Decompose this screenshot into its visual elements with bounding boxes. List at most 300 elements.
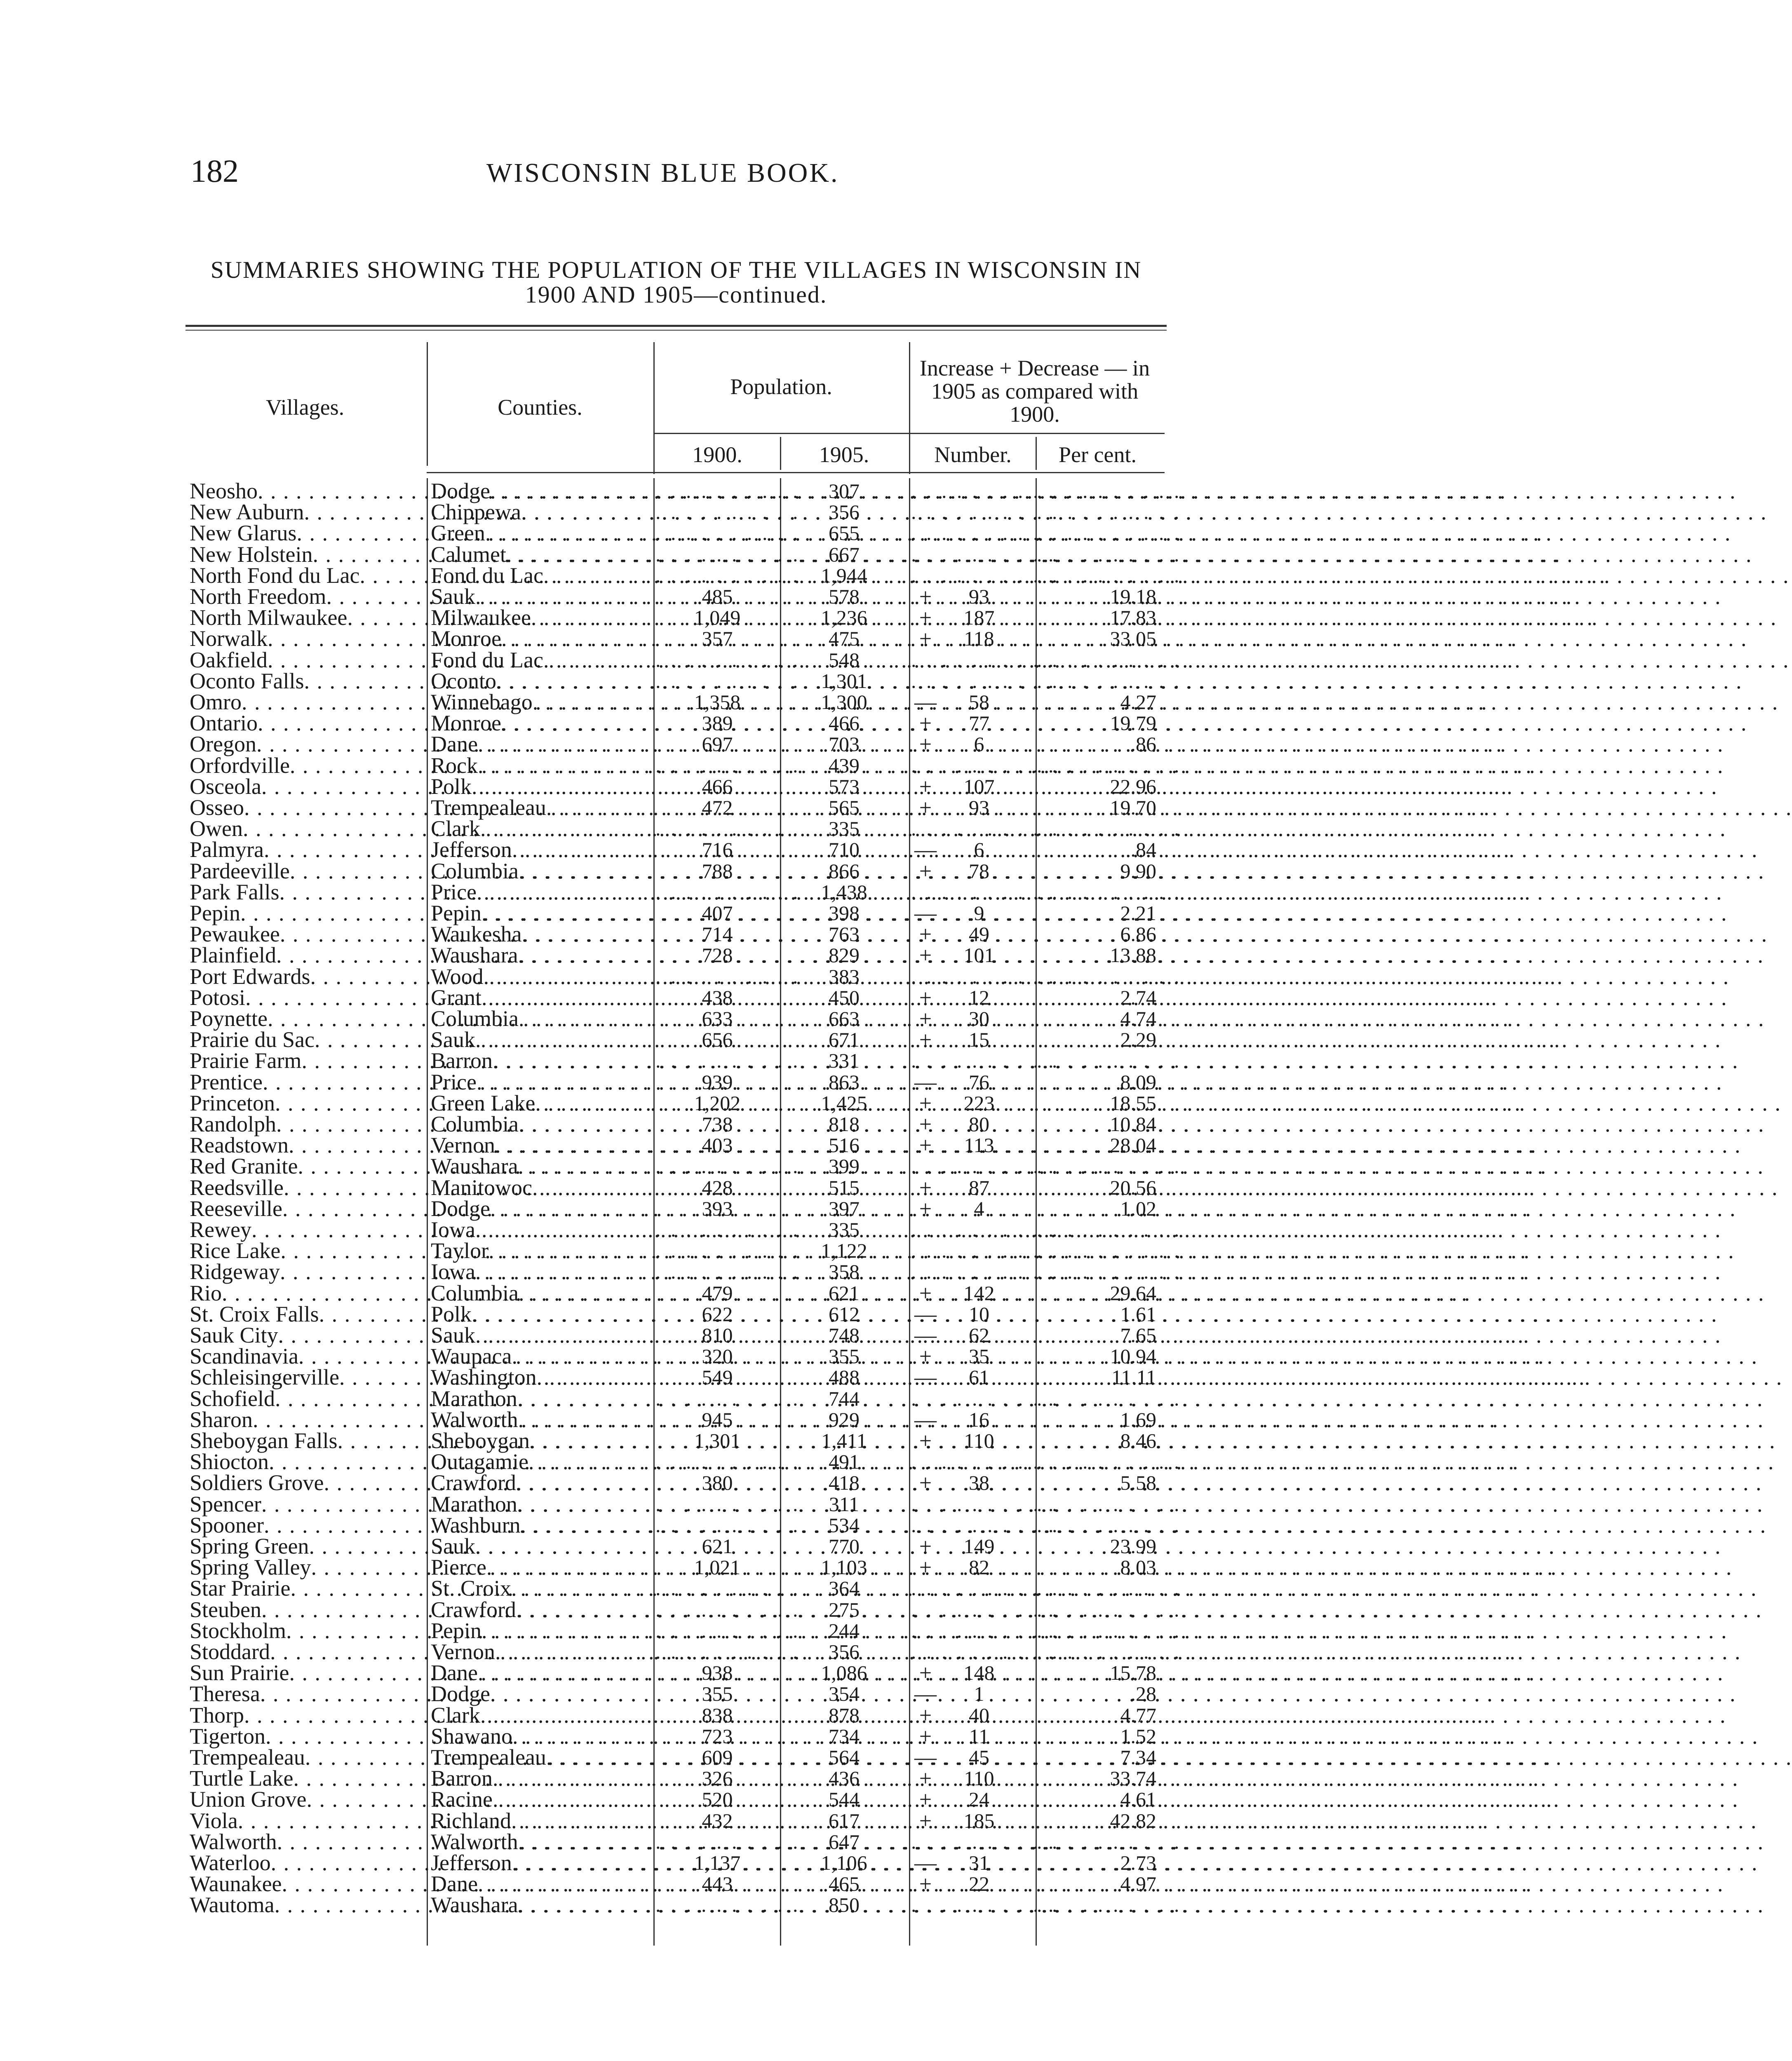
change-number: + 149 (911, 1536, 1035, 1557)
county-name: Wood . . . (431, 966, 649, 987)
village-name: Soldiers Grove . . . (190, 1472, 427, 1493)
change-number: + 148 (911, 1662, 1035, 1683)
population-1900: 549 (702, 1366, 733, 1389)
population-1900: 939 (702, 1070, 733, 1094)
table-row (186, 1325, 1167, 1346)
population-1900: 621 (702, 1535, 733, 1558)
village-name: Sheboygan Falls . . . (190, 1430, 427, 1451)
population-1900: . . . . . . . . . . (655, 1830, 801, 1853)
change-sign: — (914, 1365, 937, 1390)
table-row (186, 1702, 1167, 1728)
village-name: Readstown . . . (190, 1135, 427, 1156)
county-name: Marathon . . . (431, 1494, 649, 1515)
change-sign: + (919, 858, 932, 883)
change-sign: + (919, 1787, 932, 1812)
village-name: Thorp . . . (190, 1705, 427, 1726)
population-1900: 407 (702, 901, 733, 925)
table-row (186, 1852, 1167, 1873)
population-1905: 436 (829, 1767, 860, 1790)
change-sign: + (919, 774, 932, 799)
village-name: Port Edwards . . . (190, 966, 427, 987)
change-number: . . . . . . . . . . (911, 1893, 1056, 1917)
change-number: . . . . . . . . . . (911, 1492, 1056, 1516)
population-1905: 1,086 (821, 1661, 867, 1685)
change-number: + 22 (911, 1873, 1035, 1894)
population-1900: 479 (702, 1281, 733, 1305)
population-1905: 663 (829, 1007, 860, 1030)
population-1905: 548 (829, 648, 860, 671)
change-number: . . . . . . . . . . (911, 1830, 1056, 1853)
change-percent: 4.61 (1120, 1788, 1156, 1811)
change-percent: 8.09 (1120, 1070, 1156, 1094)
change-number: + 185 (911, 1810, 1035, 1831)
county-name: Vernon . . . (431, 1135, 649, 1156)
village-name: Owen . . . (190, 818, 427, 839)
population-1900: 438 (702, 986, 733, 1009)
change-sign: + (919, 626, 932, 651)
population-1900: . . . . . . . . . . (655, 1239, 801, 1263)
change-sign: + (919, 1428, 932, 1453)
change-number: + 40 (911, 1705, 1035, 1726)
village-name: Princeton . . . (190, 1093, 427, 1114)
population-1900: 403 (702, 1134, 733, 1157)
population-1905: 748 (829, 1324, 860, 1347)
change-percent: . . . . . . . . . . (1037, 542, 1182, 566)
table-row (186, 879, 1182, 904)
table-row (186, 542, 1182, 567)
change-number: + 93 (911, 797, 1035, 818)
county-name: Price . . . (431, 1072, 649, 1093)
change-number: — 76 (911, 1072, 1035, 1093)
column-header-1905: 1905. (819, 442, 869, 467)
change-number: . . . . . . . . . . (911, 1513, 1056, 1537)
population-1905: 488 (829, 1366, 860, 1389)
header-divider-change (909, 342, 910, 474)
village-name: North Milwaukee . . . (190, 607, 427, 628)
population-1905: 475 (829, 627, 860, 650)
population-1905: 356 (829, 1640, 860, 1663)
change-percent: . . . . . . . . . . (1037, 1155, 1182, 1178)
county-name: Milwaukee . . . (431, 607, 649, 628)
population-1900: 938 (702, 1661, 733, 1685)
population-1900: . . . . . . . . . . (655, 1577, 801, 1600)
village-name: Wautoma . . . (190, 1894, 427, 1915)
population-1905: 710 (829, 838, 860, 861)
change-sign: + (919, 605, 932, 630)
village-name: Osseo . . . (190, 797, 427, 818)
village-name: Waunakee . . . (190, 1873, 427, 1894)
change-sign: + (919, 985, 932, 1010)
table-row (186, 1029, 1167, 1050)
population-1905: 466 (829, 711, 860, 735)
change-sign: + (919, 1555, 932, 1580)
village-name: Reeseville . . . (190, 1198, 427, 1219)
change-number: . . . . . . . . . . (911, 521, 1056, 545)
population-1900: 697 (702, 732, 733, 756)
county-name: Green Lake . . . (431, 1093, 649, 1114)
county-name: Chippewa . . . (431, 502, 649, 523)
population-1900: . . . . . . . . . . (655, 669, 801, 692)
change-sign: + (919, 1344, 932, 1369)
county-name: Dodge . . . (431, 481, 649, 502)
change-number: . . . . . . . . . . (911, 479, 1056, 502)
population-1905: 671 (829, 1028, 860, 1052)
change-number: + 35 (911, 1346, 1035, 1367)
population-1905: 397 (829, 1197, 860, 1220)
change-number: — 58 (911, 692, 1035, 713)
village-name: New Holstein . . . (190, 544, 427, 565)
table-row (186, 479, 1182, 503)
change-number: + 38 (911, 1472, 1035, 1493)
header-divider-years (780, 437, 781, 470)
population-1900: 1,137 (694, 1851, 741, 1874)
county-name: Iowa . . . (431, 1219, 649, 1240)
table-row (186, 713, 1167, 734)
village-name: Plainfield . . . (190, 945, 427, 966)
change-percent: 19.70 (1110, 796, 1156, 819)
change-sign: + (919, 795, 932, 820)
village-name: Spring Green . . . (190, 1536, 427, 1557)
change-number: . . . . . . . . . . (911, 817, 1056, 840)
population-1905: 1,106 (821, 1851, 867, 1874)
change-sign: — (914, 1301, 937, 1326)
change-number: . . . . . . . . . . (911, 1155, 1056, 1178)
change-percent: . . . . . . . . . . (1037, 880, 1182, 904)
table-row (186, 1618, 1182, 1643)
county-name: Sauk . . . (431, 586, 649, 607)
change-number: . . . . . . . . . . (911, 1577, 1056, 1600)
change-percent: 8.03 (1120, 1556, 1156, 1579)
population-1905: 770 (829, 1535, 860, 1558)
change-number: + 6 (911, 734, 1035, 755)
table-row (186, 1576, 1182, 1601)
table-row (186, 903, 1167, 924)
table-row (186, 1892, 1182, 1918)
village-name: Park Falls . . . (190, 882, 427, 903)
village-name: Prairie Farm . . . (190, 1050, 427, 1071)
county-name: Polk . . . (431, 776, 649, 797)
change-percent: . . . . . . . . . . (1037, 1492, 1182, 1516)
population-1905: 491 (829, 1450, 860, 1474)
change-number: + 223 (911, 1093, 1035, 1114)
population-1905: 863 (829, 1070, 860, 1094)
table-row (186, 1259, 1182, 1284)
table-row (186, 1409, 1167, 1430)
column-header-population: Population. (730, 374, 832, 399)
village-name: Prentice . . . (190, 1072, 427, 1093)
table-row (186, 563, 1182, 588)
table-row (186, 1512, 1182, 1538)
population-1900: 357 (702, 627, 733, 650)
village-name: Schofield . . . (190, 1388, 427, 1409)
table-row (186, 945, 1167, 966)
change-percent: 2.21 (1120, 901, 1156, 925)
change-sign: + (919, 732, 932, 757)
population-1900: 380 (702, 1471, 733, 1495)
change-sign: — (914, 1069, 937, 1094)
change-percent: 6.86 (1120, 923, 1156, 946)
county-name: Iowa . . . (431, 1261, 649, 1282)
population-1900: . . . . . . . . . . (655, 1218, 801, 1241)
county-name: Waukesha . . . (431, 924, 649, 945)
village-name: Rice Lake . . . (190, 1240, 427, 1261)
population-1905: 1,103 (821, 1556, 867, 1579)
change-sign: + (919, 922, 932, 947)
change-number: + 49 (911, 924, 1035, 945)
population-1900: 393 (702, 1197, 733, 1220)
table-row (186, 607, 1167, 628)
population-1900: . . . . . . . . . . (655, 521, 801, 545)
change-percent: . . . . . . . . . . (1037, 1893, 1182, 1917)
population-1905: 866 (829, 859, 860, 883)
table-row (186, 753, 1182, 778)
table-row (186, 816, 1182, 841)
population-1900: 788 (702, 859, 733, 883)
population-1900: . . . . . . . . . . (655, 880, 801, 904)
population-1900: . . . . . . . . . . (655, 965, 801, 988)
change-number: + 24 (911, 1789, 1035, 1810)
change-percent: . . . . . . . . . . (1037, 1239, 1182, 1263)
county-name: Monroe . . . (431, 628, 649, 649)
change-percent: . . . . . . . . . . (1037, 1619, 1182, 1642)
village-name: Randolph . . . (190, 1114, 427, 1135)
village-name: Steuben . . . (190, 1599, 427, 1620)
change-percent: . . . . . . . . . . (1037, 1640, 1182, 1663)
change-percent: .84 (1130, 838, 1156, 861)
population-1905: 564 (829, 1746, 860, 1769)
change-number: + 110 (911, 1768, 1035, 1789)
change-sign: — (914, 690, 937, 714)
population-1905: 335 (829, 1218, 860, 1241)
change-percent: 2.73 (1120, 1851, 1156, 1874)
change-percent: 29.64 (1110, 1281, 1156, 1305)
change-percent: .28 (1130, 1682, 1156, 1706)
change-sign: — (914, 837, 937, 862)
population-1905: 612 (829, 1302, 860, 1326)
population-1900: 810 (702, 1324, 733, 1347)
change-percent: . . . . . . . . . . (1037, 965, 1182, 988)
population-1900: . . . . . . . . . . (655, 1640, 801, 1663)
village-name: Pewaukee . . . (190, 924, 427, 945)
table-row (186, 1810, 1167, 1831)
village-name: Potosi . . . (190, 987, 427, 1008)
village-name: Oconto Falls . . . (190, 671, 427, 692)
change-number: + 4 (911, 1198, 1035, 1219)
village-name: Star Prairie . . . (190, 1578, 427, 1599)
population-1905: 439 (829, 754, 860, 777)
change-percent: . . . . . . . . . . (1037, 1218, 1182, 1241)
population-1900: . . . . . . . . . . (655, 542, 801, 566)
change-percent: 1.69 (1120, 1408, 1156, 1431)
table-row (186, 1048, 1182, 1073)
county-name: Dane . . . (431, 734, 649, 755)
change-sign: + (919, 1766, 932, 1791)
change-number: . . . . . . . . . . (911, 563, 1056, 587)
change-sign: — (914, 1681, 937, 1707)
village-name: Turtle Lake . . . (190, 1768, 427, 1789)
population-1905: 1,411 (821, 1429, 867, 1452)
county-name: Sauk . . . (431, 1325, 649, 1346)
population-1905: 734 (829, 1724, 860, 1748)
change-sign: + (919, 1534, 932, 1559)
population-1900: 1,049 (694, 606, 741, 629)
population-1905: 818 (829, 1113, 860, 1136)
county-name: Columbia . . . (431, 1283, 649, 1304)
population-1905: 763 (829, 923, 860, 946)
county-name: Dane . . . (431, 1873, 649, 1894)
population-1900: 1,358 (694, 690, 741, 714)
population-1905: 1,438 (821, 880, 867, 904)
change-number: + 87 (911, 1177, 1035, 1198)
population-1900: . . . . . . . . . . (655, 1893, 801, 1917)
population-1905: 744 (829, 1387, 860, 1410)
county-name: Washington . . . (431, 1367, 649, 1388)
population-1900: 389 (702, 711, 733, 735)
population-1900: 945 (702, 1408, 733, 1431)
village-name: New Glarus . . . (190, 523, 427, 544)
change-number: + 77 (911, 713, 1035, 734)
change-number: . . . . . . . . . . (911, 1049, 1056, 1073)
change-number: + 80 (911, 1114, 1035, 1135)
change-percent: . . . . . . . . . . (1037, 817, 1182, 840)
change-sign: + (919, 1723, 932, 1749)
population-1905: 1,300 (821, 690, 867, 714)
table-row (186, 1008, 1167, 1029)
table-row (186, 1747, 1167, 1768)
change-number: + 93 (911, 586, 1035, 607)
change-percent: . . . . . . . . . . (1037, 648, 1182, 671)
population-1900: 728 (702, 944, 733, 967)
population-1905: 534 (829, 1513, 860, 1537)
population-1905: 1,301 (821, 669, 867, 692)
table-row (186, 1789, 1167, 1810)
change-number: . . . . . . . . . . (911, 500, 1056, 524)
table-row (186, 1662, 1167, 1683)
change-sign: + (919, 1470, 932, 1495)
population-1905: 850 (829, 1893, 860, 1917)
population-1905: 578 (829, 585, 860, 608)
change-percent: 1.02 (1120, 1197, 1156, 1220)
county-name: Fond du Lac . . . (431, 565, 649, 586)
population-1905: 1,236 (821, 606, 867, 629)
change-percent: 23.99 (1110, 1535, 1156, 1558)
header-bottom-rule (427, 472, 1165, 473)
change-sign: + (919, 1112, 932, 1136)
change-percent: 42.82 (1110, 1809, 1156, 1832)
county-name: Shawano . . . (431, 1726, 649, 1747)
county-name: Dane . . . (431, 1662, 649, 1683)
population-1900: 716 (702, 838, 733, 861)
table-row (186, 647, 1182, 672)
population-1905: 355 (829, 1345, 860, 1368)
table-row (186, 668, 1182, 693)
change-percent: . . . . . . . . . . (1037, 479, 1182, 502)
county-name: Trempealeau . . . (431, 1747, 649, 1768)
village-name: Pardeeville . . . (190, 861, 427, 882)
county-name: Richland . . . (431, 1810, 649, 1831)
change-number: + 82 (911, 1557, 1035, 1578)
population-1900: . . . . . . . . . . (655, 754, 801, 777)
county-name: Green . . . (431, 523, 649, 544)
population-1905: 364 (829, 1577, 860, 1600)
table-row (186, 1154, 1182, 1179)
table-row (186, 1639, 1182, 1664)
change-percent: . . . . . . . . . . (1037, 1260, 1182, 1284)
population-1905: 331 (829, 1049, 860, 1073)
header-divider-number (1036, 437, 1037, 470)
change-percent: 2.74 (1120, 986, 1156, 1009)
county-name: Trempealeau . . . (431, 797, 649, 818)
change-percent: . . . . . . . . . . (1037, 563, 1182, 587)
county-name: Monroe . . . (431, 713, 649, 734)
population-1905: 655 (829, 521, 860, 545)
table-row (186, 500, 1182, 525)
village-name: Red Granite . . . (190, 1156, 427, 1177)
header-divider-counties (427, 342, 428, 466)
header-subrule-population (653, 433, 909, 434)
county-name: Crawford . . . (431, 1472, 649, 1493)
change-percent: . . . . . . . . . . (1037, 1830, 1182, 1853)
table-row (186, 1557, 1167, 1578)
county-name: Waushara . . . (431, 1156, 649, 1177)
county-name: Washburn . . . (431, 1515, 649, 1536)
change-number: + 78 (911, 861, 1035, 882)
change-percent: 28.04 (1110, 1134, 1156, 1157)
county-name: Columbia . . . (431, 1114, 649, 1135)
population-1900: . . . . . . . . . . (655, 1155, 801, 1178)
population-1905: 544 (829, 1788, 860, 1811)
table-row (186, 964, 1182, 989)
county-name: Marathon . . . (431, 1388, 649, 1409)
village-name: Viola . . . (190, 1810, 427, 1831)
change-percent: 10.84 (1110, 1113, 1156, 1136)
village-name: North Fond du Lac . . . (190, 565, 427, 586)
change-percent: 2.29 (1120, 1028, 1156, 1052)
village-name: Omro . . . (190, 692, 427, 713)
change-sign: — (914, 901, 937, 925)
population-1900: . . . . . . . . . . (655, 648, 801, 671)
table-row (186, 1536, 1167, 1557)
village-name: Palmyra . . . (190, 839, 427, 860)
population-1900: . . . . . . . . . . (655, 817, 801, 840)
table-row (186, 797, 1167, 818)
population-1900: . . . . . . . . . . (655, 1619, 801, 1642)
table-row (186, 1472, 1167, 1493)
table-row (186, 1177, 1167, 1198)
table-row (186, 1829, 1182, 1854)
population-1905: 878 (829, 1703, 860, 1727)
table-row (186, 1114, 1167, 1135)
change-percent: . . . . . . . . . . (1037, 521, 1182, 545)
population-1900: 428 (702, 1176, 733, 1199)
change-percent: . . . . . . . . . . (1037, 1598, 1182, 1621)
change-number: . . . . . . . . . . (911, 1239, 1056, 1263)
population-1905: 1,944 (821, 563, 867, 587)
population-1900: 443 (702, 1872, 733, 1896)
change-sign: — (914, 1323, 937, 1347)
county-name: Pepin . . . (431, 903, 649, 924)
county-name: Rock . . . (431, 755, 649, 776)
population-1900: 609 (702, 1746, 733, 1769)
village-name: Spooner . . . (190, 1515, 427, 1536)
change-number: + 110 (911, 1430, 1035, 1451)
change-number: . . . . . . . . . . (911, 669, 1056, 692)
change-percent: .86 (1130, 732, 1156, 756)
change-number: + 118 (911, 628, 1035, 649)
county-name: Clark . . . (431, 1705, 649, 1726)
population-1905: 399 (829, 1155, 860, 1178)
change-number: . . . . . . . . . . (911, 542, 1056, 566)
